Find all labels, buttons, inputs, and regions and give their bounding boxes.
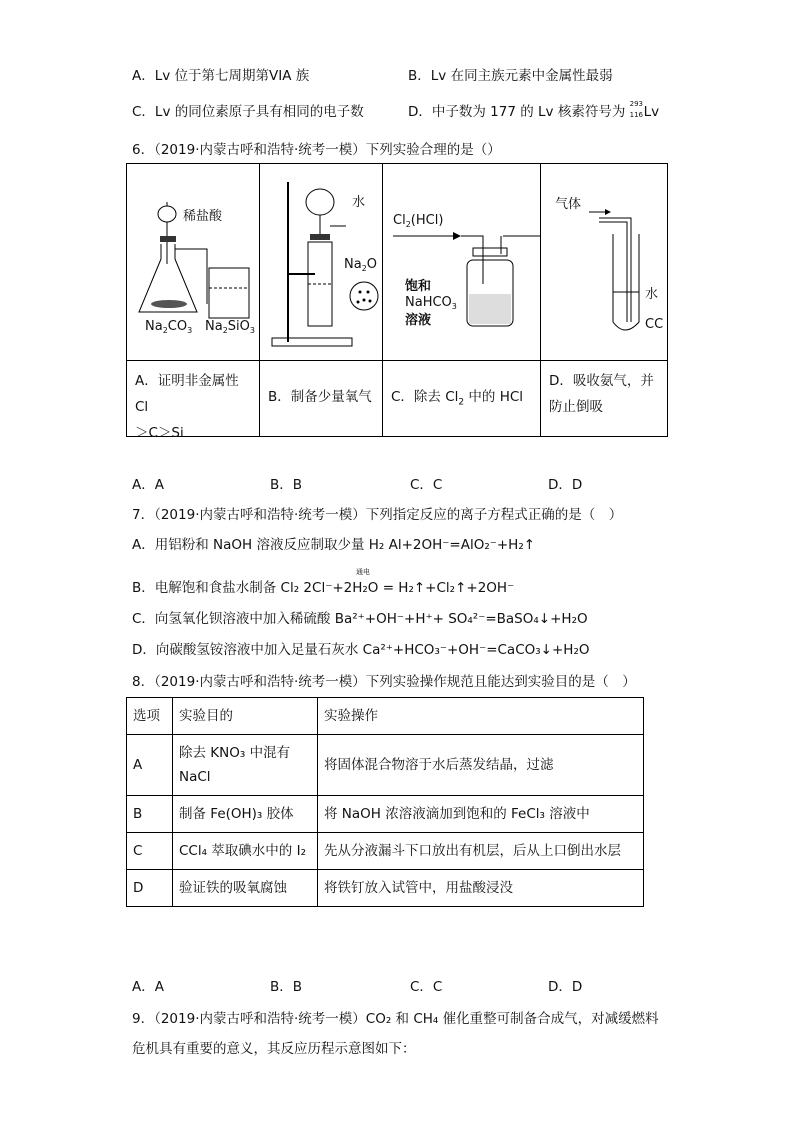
q7-option-d: D．向碳酸氢铵溶液中加入足量石灰水 Ca²⁺+HCO₃⁻+OH⁻=CaCO₃↓+H₂O [132, 642, 590, 658]
q8-answer-d: D．D [548, 979, 583, 995]
q6-answer-d: D．D [548, 477, 583, 493]
label-na2sio3 [205, 319, 255, 335]
q5-option-d [408, 102, 659, 122]
caption-c-pre: C．除去 Cl [391, 389, 459, 405]
q7-electrolysis-condition: 通电 [356, 568, 370, 576]
q8-answer-c: C．C [410, 979, 443, 995]
label-cl2-hcl [393, 213, 443, 229]
q6-answer-c: C．C [410, 477, 443, 493]
table-row [127, 833, 644, 870]
figure-d-apparatus [541, 164, 669, 360]
label-na2co3-a: Na [145, 319, 163, 334]
label-solution: 溶液 [405, 313, 432, 328]
label-nahco3-a: NaHCO [405, 295, 452, 310]
row-a-operation: 将固体混合物溶于水后蒸发结晶，过滤 [318, 735, 644, 796]
q6-answer-a: A．A [132, 477, 164, 493]
label-cl2-b: (HCl) [410, 213, 444, 228]
header-purpose: 实验目的 [173, 698, 318, 735]
row-c-option: C [127, 833, 173, 870]
table-row [127, 870, 644, 907]
header-option: 选项 [127, 698, 173, 735]
label-na2co3-sub2: 3 [187, 326, 193, 335]
row-c-operation: 先从分液漏斗下口放出有机层，后从上口倒出水层 [318, 833, 644, 870]
label-na2o-sub: 2 [361, 264, 367, 273]
label-na2sio3-sub2: 3 [249, 326, 255, 335]
caption-c-post: 中的 HCl [464, 389, 524, 405]
caption-d-line2: 防止倒吸 [549, 399, 603, 415]
figure-b-apparatus [260, 164, 383, 360]
row-b-operation: 将 NaOH 浓溶液滴加到饱和的 FeCl₃ 溶液中 [318, 796, 644, 833]
label-nahco3-sub: 3 [451, 302, 457, 311]
row-a-purpose: 除去 KNO₃ 中混有 NaCl [173, 735, 318, 796]
q5-option-b: B．Lv 在同主族元素中金属性最弱 [408, 68, 613, 84]
caption-a-line2: ＞C＞Si [135, 425, 184, 441]
figure-a-apparatus [127, 164, 260, 360]
q8-answer-a: A．A [132, 979, 164, 995]
caption-d-line1: D．吸收氨气，并 [549, 373, 654, 389]
nuclide-symbol: Lv [643, 104, 660, 120]
row-b-option: B [127, 796, 173, 833]
q7-option-b: B．电解饱和食盐水制备 Cl₂ 2Cl⁻+2H₂O = H₂↑+Cl₂↑+2OH⁻ [132, 580, 515, 596]
header-operation: 实验操作 [318, 698, 644, 735]
row-d-option: D [127, 870, 173, 907]
table-header-row [127, 698, 644, 735]
table-row [127, 735, 644, 796]
caption-c [383, 384, 541, 410]
caption-c-sub: 2 [458, 397, 465, 408]
label-na2co3 [145, 319, 192, 335]
row-a-option: A [127, 735, 173, 796]
label-water-b: 水 [352, 195, 366, 210]
row-d-operation: 将铁钉放入试管中，用盐酸浸没 [318, 870, 644, 907]
caption-b: B．制备少量氧气 [268, 389, 372, 405]
label-na2o-b: O [366, 257, 378, 272]
label-na2co3-sub1: 2 [162, 326, 168, 335]
q7-stem: 7．（2019·内蒙古呼和浩特·统考一模）下列指定反应的离子方程式正确的是（ ） [132, 507, 623, 523]
q8-stem: 8．（2019·内蒙古呼和浩特·统考一模）下列实验操作规范且能达到实验目的是（ ） [132, 674, 636, 690]
q7-option-a: A．用铝粉和 NaOH 溶液反应制取少量 H₂ Al+2OH⁻=AlO₂⁻+H₂↑ [132, 537, 536, 553]
label-dilute-hcl: 稀盐酸 [183, 209, 223, 224]
label-na2sio3-b: SiO [227, 319, 250, 334]
q8-answer-b: B．B [270, 979, 303, 995]
label-na2o [344, 257, 377, 273]
apparatus-row-divider [127, 360, 667, 361]
label-na2co3-b: CO [167, 319, 188, 334]
q9-stem-line2: 危机具有重要的意义，其反应历程示意图如下： [132, 1041, 416, 1057]
q7-option-c: C．向氢氧化钡溶液中加入稀硫酸 Ba²⁺+OH⁻+H⁺+ SO₄²⁻=BaSO₄↓+H₂O [132, 611, 588, 627]
figure-c-apparatus [383, 164, 541, 360]
q6-answer-b: B．B [270, 477, 303, 493]
label-ccl4: CC [645, 317, 664, 332]
label-na2sio3-a: Na [205, 319, 223, 334]
q9-stem-line1: 9．（2019·内蒙古呼和浩特·统考一模）CO₂ 和 CH₄ 催化重整可制备合成气，对减缓燃料 [132, 1011, 659, 1027]
label-nahco3 [405, 295, 457, 311]
nuclide-mass-number: 293 [629, 100, 644, 108]
row-b-purpose: 制备 Fe(OH)₃ 胶体 [173, 796, 318, 833]
label-water-d: 水 [645, 287, 659, 302]
row-d-purpose: 验证铁的吸氧腐蚀 [173, 870, 318, 907]
label-na2sio3-sub1: 2 [222, 326, 228, 335]
q5-option-d-text: D．中子数为 177 的 Lv 核素符号为 [408, 104, 626, 120]
table-row [127, 796, 644, 833]
label-cl2-a: Cl [393, 213, 406, 228]
label-cl2-sub: 2 [405, 220, 411, 229]
label-na2o-a: Na [344, 257, 362, 272]
caption-a-line1: A．证明非金属性 Cl [135, 373, 239, 415]
caption-d [541, 368, 669, 420]
q5-option-a: A．Lv 位于第七周期第VIA 族 [132, 68, 310, 84]
row-c-purpose: CCl₄ 萃取碘水中的 I₂ [173, 833, 318, 870]
label-saturated: 饱和 [405, 279, 432, 294]
label-gas-d: 气体 [555, 197, 582, 212]
q6-apparatus-table [126, 163, 668, 441]
nuclide-atomic-number: 116 [629, 111, 644, 119]
q6-stem: 6．（2019·内蒙古呼和浩特·统考一模）下列实验合理的是（） [132, 142, 501, 158]
q5-option-c: C．Lv 的同位素原子具有相同的电子数 [132, 104, 364, 120]
caption-a [127, 368, 260, 446]
q8-table [126, 697, 644, 907]
